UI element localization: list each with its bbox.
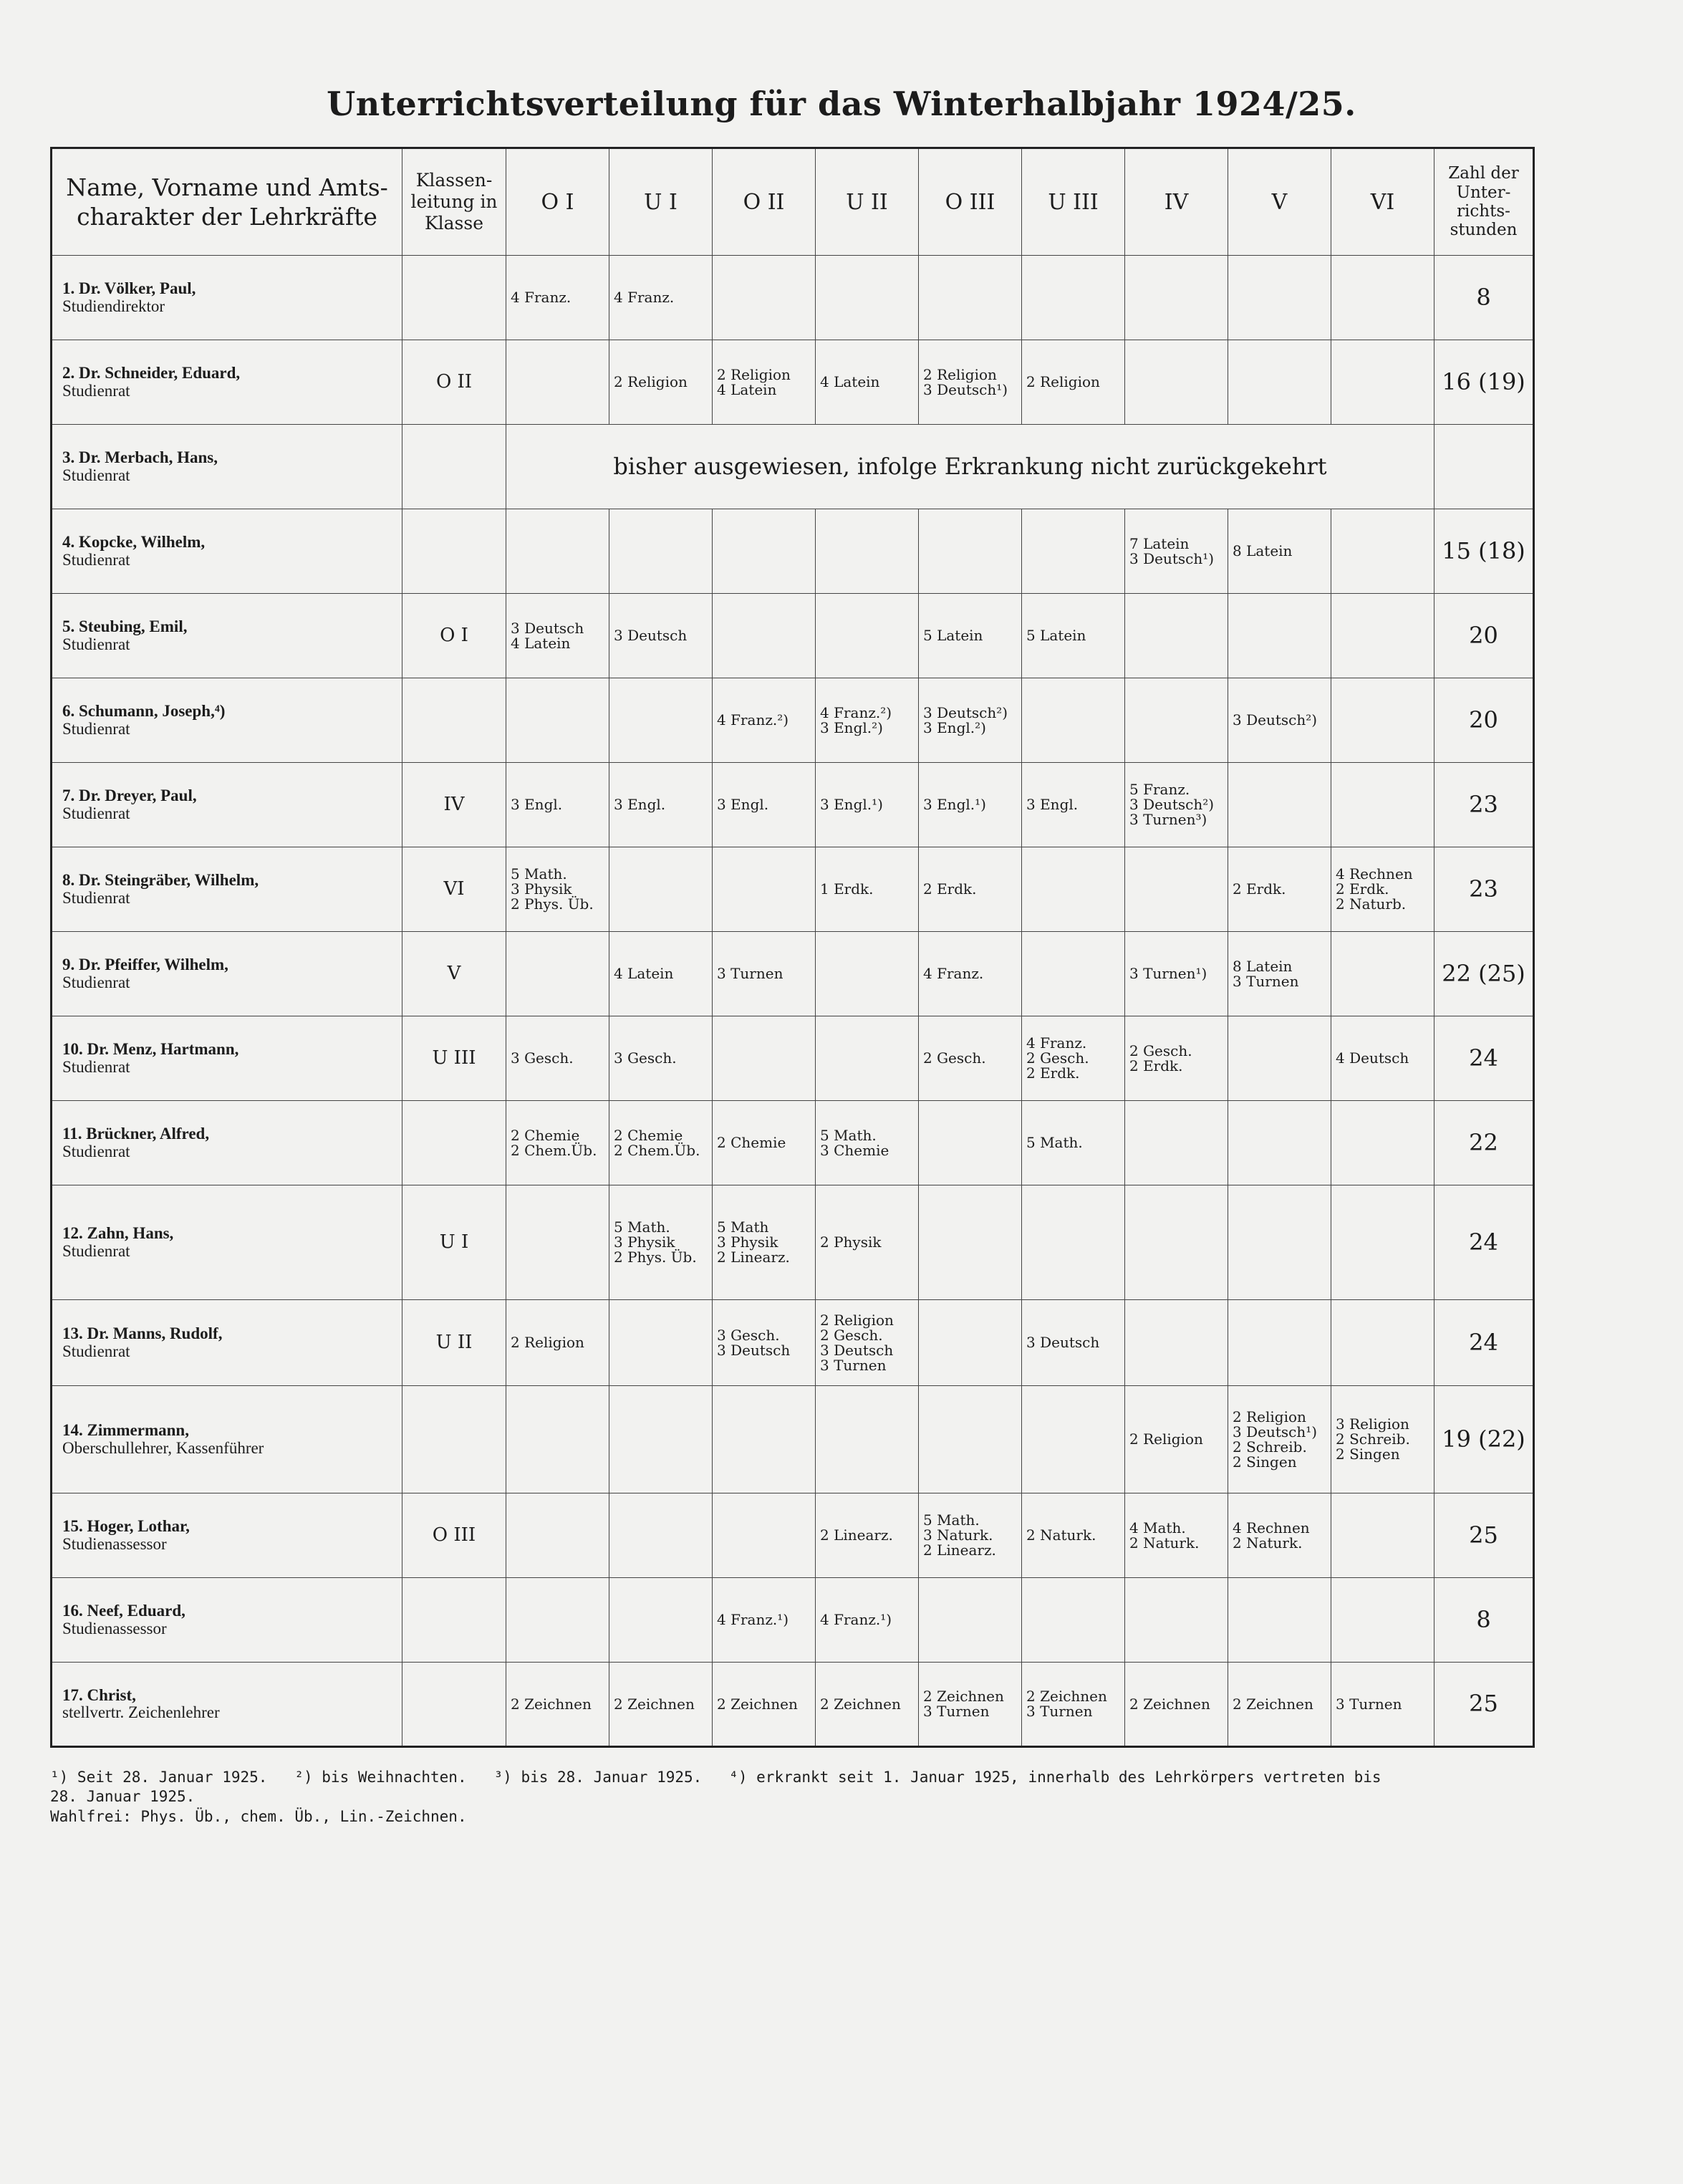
- footnotes: [50, 1768, 1540, 1827]
- lesson-cell: [919, 1386, 1022, 1493]
- total-hours: 20: [1434, 678, 1534, 763]
- lesson-cell: 1 Erdk.: [816, 847, 919, 932]
- lesson-cell: [919, 1101, 1022, 1185]
- total-hours: 25: [1434, 1493, 1534, 1578]
- lesson-cell: 2 Chemie: [713, 1101, 816, 1185]
- total-hours: 22: [1434, 1101, 1534, 1185]
- lesson-cell: 2 Zeichnen 3 Turnen: [919, 1663, 1022, 1747]
- teacher-name: 13. Dr. Manns, Rudolf,: [62, 1324, 223, 1343]
- klassenleitung-cell: O III: [402, 1493, 506, 1578]
- lesson-cell: [1331, 1101, 1434, 1185]
- klassenleitung-cell: V: [402, 932, 506, 1016]
- teacher-rank: Studienrat: [62, 888, 130, 907]
- lesson-cell: [1125, 1300, 1228, 1386]
- total-hours: 25: [1434, 1663, 1534, 1747]
- lesson-cell: 4 Franz.¹): [816, 1578, 919, 1663]
- lesson-cell: [713, 1386, 816, 1493]
- lesson-cell: [506, 1386, 609, 1493]
- lesson-cell: 8 Latein: [1228, 509, 1331, 594]
- lesson-cell: [1228, 763, 1331, 847]
- lesson-cell: [713, 256, 816, 340]
- lesson-cell: 4 Franz.: [919, 932, 1022, 1016]
- teacher-name: 5. Steubing, Emil,: [62, 617, 188, 636]
- teacher-row: [52, 1578, 1534, 1663]
- teacher-row: [52, 1016, 1534, 1101]
- lesson-cell: 2 Religion 4 Latein: [713, 340, 816, 425]
- lesson-cell: 2 Religion 3 Deutsch¹): [919, 340, 1022, 425]
- lesson-cell: 3 Gesch.: [506, 1016, 609, 1101]
- header-row: [52, 148, 1534, 256]
- lesson-cell: 3 Engl.: [713, 763, 816, 847]
- lesson-cell: 2 Zeichnen: [609, 1663, 713, 1747]
- lesson-cell: 5 Math 3 Physik 2 Linearz.: [713, 1185, 816, 1300]
- lesson-cell: [1022, 847, 1125, 932]
- teacher-name-cell: [52, 425, 402, 509]
- lesson-cell: 3 Engl.¹): [816, 763, 919, 847]
- lesson-cell: 4 Franz.: [506, 256, 609, 340]
- lesson-cell: [506, 678, 609, 763]
- lesson-cell: 2 Religion 3 Deutsch¹) 2 Schreib. 2 Singen: [1228, 1386, 1331, 1493]
- total-hours: 23: [1434, 763, 1534, 847]
- total-hours: 23: [1434, 847, 1534, 932]
- lesson-cell: [919, 1578, 1022, 1663]
- teacher-row: [52, 763, 1534, 847]
- lesson-cell: 2 Religion: [1022, 340, 1125, 425]
- lesson-cell: [1331, 932, 1434, 1016]
- lesson-cell: 3 Engl.: [1022, 763, 1125, 847]
- klassenleitung-cell: [402, 1578, 506, 1663]
- lesson-cell: [1125, 256, 1228, 340]
- lesson-cell: [506, 1493, 609, 1578]
- teacher-rank: Oberschullehrer, Kassenführer: [62, 1438, 264, 1457]
- lesson-cell: [506, 1578, 609, 1663]
- lesson-cell: [919, 256, 1022, 340]
- teacher-rank: Studienrat: [62, 381, 130, 400]
- lesson-cell: [1331, 509, 1434, 594]
- teacher-row: [52, 425, 1534, 509]
- total-hours: 24: [1434, 1300, 1534, 1386]
- header-class-oi: O I: [506, 148, 609, 256]
- lesson-cell: 3 Turnen: [713, 932, 816, 1016]
- lesson-cell: 4 Rechnen 2 Erdk. 2 Naturb.: [1331, 847, 1434, 932]
- teacher-rank: Studienassessor: [62, 1534, 167, 1553]
- teacher-name: 2. Dr. Schneider, Eduard,: [62, 364, 241, 383]
- lesson-cell: 4 Franz.²) 3 Engl.²): [816, 678, 919, 763]
- teacher-name: 7. Dr. Dreyer, Paul,: [62, 786, 197, 805]
- lesson-cell: [713, 847, 816, 932]
- lesson-cell: 2 Chemie 2 Chem.Üb.: [506, 1101, 609, 1185]
- lesson-cell: 3 Gesch. 3 Deutsch: [713, 1300, 816, 1386]
- teacher-rank: Studienassessor: [62, 1619, 167, 1637]
- teacher-rank: Studienrat: [62, 973, 130, 991]
- teacher-name-cell: [52, 1663, 402, 1747]
- teacher-name-cell: [52, 594, 402, 678]
- teacher-name-cell: [52, 678, 402, 763]
- lesson-cell: 4 Franz. 2 Gesch. 2 Erdk.: [1022, 1016, 1125, 1101]
- lesson-cell: [1331, 340, 1434, 425]
- lesson-cell: 5 Franz. 3 Deutsch²) 3 Turnen³): [1125, 763, 1228, 847]
- teacher-rank: Studienrat: [62, 635, 130, 653]
- teacher-name: 17. Christ,: [62, 1685, 136, 1704]
- total-hours: 8: [1434, 1578, 1534, 1663]
- lesson-cell: [609, 1386, 713, 1493]
- teacher-row: [52, 1386, 1534, 1493]
- teacher-name: 11. Brückner, Alfred,: [62, 1125, 210, 1143]
- footnote-wahlfrei: Wahlfrei: Phys. Üb., chem. Üb., Lin.-Zeichnen.: [50, 1807, 467, 1825]
- lesson-cell: [1331, 1185, 1434, 1300]
- lesson-cell: [713, 1493, 816, 1578]
- lesson-cell: [609, 1493, 713, 1578]
- lesson-cell: [609, 1578, 713, 1663]
- teacher-row: [52, 1185, 1534, 1300]
- klassenleitung-cell: IV: [402, 763, 506, 847]
- lesson-cell: [1331, 1493, 1434, 1578]
- schedule-table: [50, 147, 1535, 1748]
- lesson-cell: [713, 594, 816, 678]
- teacher-row: [52, 256, 1534, 340]
- klassenleitung-cell: [402, 1101, 506, 1185]
- lesson-cell: 3 Deutsch 4 Latein: [506, 594, 609, 678]
- lesson-cell: [1125, 678, 1228, 763]
- klassenleitung-cell: VI: [402, 847, 506, 932]
- lesson-cell: [1022, 509, 1125, 594]
- teacher-rank: Studienrat: [62, 1241, 130, 1260]
- klassenleitung-cell: U II: [402, 1300, 506, 1386]
- teacher-name: 4. Kopcke, Wilhelm,: [62, 533, 206, 552]
- lesson-cell: [1228, 340, 1331, 425]
- lesson-cell: 2 Gesch. 2 Erdk.: [1125, 1016, 1228, 1101]
- lesson-cell: 4 Math. 2 Naturk.: [1125, 1493, 1228, 1578]
- teacher-name: 14. Zimmermann,: [62, 1421, 189, 1440]
- lesson-cell: [1228, 1016, 1331, 1101]
- lesson-cell: 5 Latein: [1022, 594, 1125, 678]
- teacher-name-cell: [52, 340, 402, 425]
- lesson-cell: 5 Math. 3 Physik 2 Phys. Üb.: [506, 847, 609, 932]
- lesson-cell: [816, 1386, 919, 1493]
- lesson-cell: [919, 1300, 1022, 1386]
- lesson-cell: [919, 1185, 1022, 1300]
- lesson-cell: 2 Erdk.: [1228, 847, 1331, 932]
- teacher-row: [52, 847, 1534, 932]
- teacher-rank: Studienrat: [62, 804, 130, 822]
- klassenleitung-cell: [402, 509, 506, 594]
- header-class-uii: U II: [816, 148, 919, 256]
- teacher-rank: Studienrat: [62, 466, 130, 484]
- lesson-cell: [609, 1300, 713, 1386]
- teacher-name-cell: [52, 1101, 402, 1185]
- lesson-cell: 4 Franz.: [609, 256, 713, 340]
- teacher-rank: Studiendirektor: [62, 297, 165, 315]
- lesson-cell: 4 Latein: [816, 340, 919, 425]
- lesson-cell: [1125, 1101, 1228, 1185]
- teacher-row: [52, 1101, 1534, 1185]
- lesson-cell: [1331, 763, 1434, 847]
- total-hours: 24: [1434, 1185, 1534, 1300]
- header-name: Name, Vorname und Amts- charakter der Lehrkräfte: [52, 148, 402, 256]
- lesson-cell: 4 Rechnen 2 Naturk.: [1228, 1493, 1331, 1578]
- lesson-cell: 2 Religion: [1125, 1386, 1228, 1493]
- lesson-cell: [816, 932, 919, 1016]
- lesson-cell: 2 Chemie 2 Chem.Üb.: [609, 1101, 713, 1185]
- lesson-cell: [713, 1016, 816, 1101]
- lesson-cell: 2 Gesch.: [919, 1016, 1022, 1101]
- lesson-cell: 2 Religion: [609, 340, 713, 425]
- lesson-cell: 3 Turnen¹): [1125, 932, 1228, 1016]
- lesson-cell: [1022, 1578, 1125, 1663]
- lesson-cell: 5 Math.: [1022, 1101, 1125, 1185]
- teacher-name-cell: [52, 847, 402, 932]
- teacher-name-cell: [52, 1493, 402, 1578]
- lesson-cell: 2 Zeichnen: [816, 1663, 919, 1747]
- total-hours: [1434, 425, 1534, 509]
- teacher-row: [52, 509, 1534, 594]
- teacher-name-cell: [52, 1300, 402, 1386]
- total-hours: 19 (22): [1434, 1386, 1534, 1493]
- klassenleitung-cell: U I: [402, 1185, 506, 1300]
- teacher-rank: Studienrat: [62, 550, 130, 569]
- lesson-cell: 2 Linearz.: [816, 1493, 919, 1578]
- teacher-name-cell: [52, 509, 402, 594]
- lesson-cell: 3 Deutsch²): [1228, 678, 1331, 763]
- teacher-name: 9. Dr. Pfeiffer, Wilhelm,: [62, 956, 228, 974]
- lesson-cell: [1125, 1185, 1228, 1300]
- lesson-cell: [1331, 256, 1434, 340]
- lesson-cell: 7 Latein 3 Deutsch¹): [1125, 509, 1228, 594]
- lesson-cell: [919, 509, 1022, 594]
- teacher-name-cell: [52, 1578, 402, 1663]
- teacher-rank: Studienrat: [62, 1342, 130, 1360]
- klassenleitung-cell: [402, 425, 506, 509]
- lesson-cell: 5 Latein: [919, 594, 1022, 678]
- lesson-cell: [1022, 1386, 1125, 1493]
- total-hours: 16 (19): [1434, 340, 1534, 425]
- teacher-name: 12. Zahn, Hans,: [62, 1224, 174, 1243]
- teacher-name-cell: [52, 1386, 402, 1493]
- teacher-row: [52, 1300, 1534, 1386]
- klassenleitung-cell: O II: [402, 340, 506, 425]
- total-hours: 24: [1434, 1016, 1534, 1101]
- page-title: Unterrichtsverteilung für das Winterhalbjahr 1924/25.: [327, 85, 1356, 123]
- lesson-cell: [713, 509, 816, 594]
- total-hours: 15 (18): [1434, 509, 1534, 594]
- lesson-cell: 2 Zeichnen 3 Turnen: [1022, 1663, 1125, 1747]
- lesson-cell: [609, 847, 713, 932]
- lesson-cell: 3 Deutsch: [1022, 1300, 1125, 1386]
- lesson-cell: [1022, 678, 1125, 763]
- teacher-name-cell: [52, 1185, 402, 1300]
- lesson-cell: [816, 256, 919, 340]
- lesson-cell: [1125, 340, 1228, 425]
- header-class-oiii: O III: [919, 148, 1022, 256]
- header-class-uiii: U III: [1022, 148, 1125, 256]
- lesson-cell: 3 Engl.: [609, 763, 713, 847]
- teacher-rank: Studienrat: [62, 719, 130, 738]
- lesson-cell: 3 Deutsch: [609, 594, 713, 678]
- teacher-name-cell: [52, 256, 402, 340]
- header-class-iv: IV: [1125, 148, 1228, 256]
- lesson-cell: 2 Physik: [816, 1185, 919, 1300]
- footnote-line: 28. Januar 1925.: [50, 1788, 196, 1806]
- teacher-row: [52, 678, 1534, 763]
- lesson-cell: 2 Erdk.: [919, 847, 1022, 932]
- lesson-cell: [609, 678, 713, 763]
- teacher-row: [52, 340, 1534, 425]
- lesson-cell: 4 Deutsch: [1331, 1016, 1434, 1101]
- lesson-cell: 3 Gesch.: [609, 1016, 713, 1101]
- lesson-cell: [1022, 256, 1125, 340]
- teacher-rank: Studienrat: [62, 1057, 130, 1076]
- header-klassenleitung: Klassen- leitung in Klasse: [402, 148, 506, 256]
- teacher-row: [52, 1493, 1534, 1578]
- lesson-cell: 2 Religion: [506, 1300, 609, 1386]
- lesson-cell: [1331, 594, 1434, 678]
- lesson-cell: [816, 594, 919, 678]
- lesson-cell: 2 Religion 2 Gesch. 3 Deutsch 3 Turnen: [816, 1300, 919, 1386]
- lesson-cell: 2 Zeichnen: [1125, 1663, 1228, 1747]
- teacher-name: 1. Dr. Völker, Paul,: [62, 279, 196, 298]
- klassenleitung-cell: O I: [402, 594, 506, 678]
- lesson-cell: 3 Engl.¹): [919, 763, 1022, 847]
- teacher-name-cell: [52, 932, 402, 1016]
- lesson-cell: [816, 509, 919, 594]
- lesson-cell: 4 Franz.²): [713, 678, 816, 763]
- total-hours: 20: [1434, 594, 1534, 678]
- lesson-cell: 5 Math. 3 Naturk. 2 Linearz.: [919, 1493, 1022, 1578]
- lesson-cell: 2 Zeichnen: [506, 1663, 609, 1747]
- teacher-rank: stellvertr. Zeichenlehrer: [62, 1703, 220, 1721]
- total-hours: 8: [1434, 256, 1534, 340]
- lesson-cell: [609, 509, 713, 594]
- header-class-vi: VI: [1331, 148, 1434, 256]
- absence-note: bisher ausgewiesen, infolge Erkrankung nicht zurückgekehrt: [506, 425, 1434, 509]
- lesson-cell: [1228, 1578, 1331, 1663]
- teacher-name: 15. Hoger, Lothar,: [62, 1517, 190, 1536]
- klassenleitung-cell: [402, 1663, 506, 1747]
- lesson-cell: [506, 509, 609, 594]
- footnote-line: ¹) Seit 28. Januar 1925. ²) bis Weihnachten. ³) bis 28. Januar 1925. ⁴) erkrankt seit 1. Januar 1925, innerhalb des Lehrkörpers vertreten bis: [50, 1769, 1381, 1786]
- lesson-cell: 3 Engl.: [506, 763, 609, 847]
- lesson-cell: 3 Turnen: [1331, 1663, 1434, 1747]
- lesson-cell: [1228, 1101, 1331, 1185]
- klassenleitung-cell: [402, 1386, 506, 1493]
- lesson-cell: 8 Latein 3 Turnen: [1228, 932, 1331, 1016]
- teacher-name: 3. Dr. Merbach, Hans,: [62, 448, 218, 467]
- header-class-ui: U I: [609, 148, 713, 256]
- teacher-name: 10. Dr. Menz, Hartmann,: [62, 1040, 239, 1059]
- lesson-cell: [1228, 256, 1331, 340]
- lesson-cell: 4 Latein: [609, 932, 713, 1016]
- total-hours: 22 (25): [1434, 932, 1534, 1016]
- lesson-cell: [1022, 932, 1125, 1016]
- klassenleitung-cell: [402, 678, 506, 763]
- teacher-name: 8. Dr. Steingräber, Wilhelm,: [62, 871, 259, 890]
- schedule-body: [52, 256, 1534, 1747]
- teacher-row: [52, 1663, 1534, 1747]
- lesson-cell: [1022, 1185, 1125, 1300]
- lesson-cell: 2 Zeichnen: [713, 1663, 816, 1747]
- lesson-cell: 3 Religion 2 Schreib. 2 Singen: [1331, 1386, 1434, 1493]
- lesson-cell: [506, 1185, 609, 1300]
- klassenleitung-cell: U III: [402, 1016, 506, 1101]
- lesson-cell: [1331, 678, 1434, 763]
- header-class-oii: O II: [713, 148, 816, 256]
- lesson-cell: 4 Franz.¹): [713, 1578, 816, 1663]
- lesson-cell: [1125, 847, 1228, 932]
- klassenleitung-cell: [402, 256, 506, 340]
- lesson-cell: 5 Math. 3 Chemie: [816, 1101, 919, 1185]
- teacher-name-cell: [52, 1016, 402, 1101]
- teacher-row: [52, 932, 1534, 1016]
- lesson-cell: [1228, 594, 1331, 678]
- lesson-cell: [1331, 1300, 1434, 1386]
- teacher-row: [52, 594, 1534, 678]
- teacher-name-cell: [52, 763, 402, 847]
- lesson-cell: [506, 340, 609, 425]
- teacher-name: 6. Schumann, Joseph,⁴): [62, 702, 226, 721]
- lesson-cell: 5 Math. 3 Physik 2 Phys. Üb.: [609, 1185, 713, 1300]
- header-zahl: Zahl der Unter- richts- stunden: [1434, 148, 1534, 256]
- lesson-cell: 2 Naturk.: [1022, 1493, 1125, 1578]
- header-class-v: V: [1228, 148, 1331, 256]
- teacher-name: 16. Neef, Eduard,: [62, 1602, 185, 1620]
- lesson-cell: [1331, 1578, 1434, 1663]
- lesson-cell: [1228, 1185, 1331, 1300]
- lesson-cell: [1125, 1578, 1228, 1663]
- lesson-cell: 2 Zeichnen: [1228, 1663, 1331, 1747]
- teacher-rank: Studienrat: [62, 1142, 130, 1160]
- lesson-cell: [506, 932, 609, 1016]
- lesson-cell: [1228, 1300, 1331, 1386]
- lesson-cell: 3 Deutsch²) 3 Engl.²): [919, 678, 1022, 763]
- lesson-cell: [1125, 594, 1228, 678]
- lesson-cell: [816, 1016, 919, 1101]
